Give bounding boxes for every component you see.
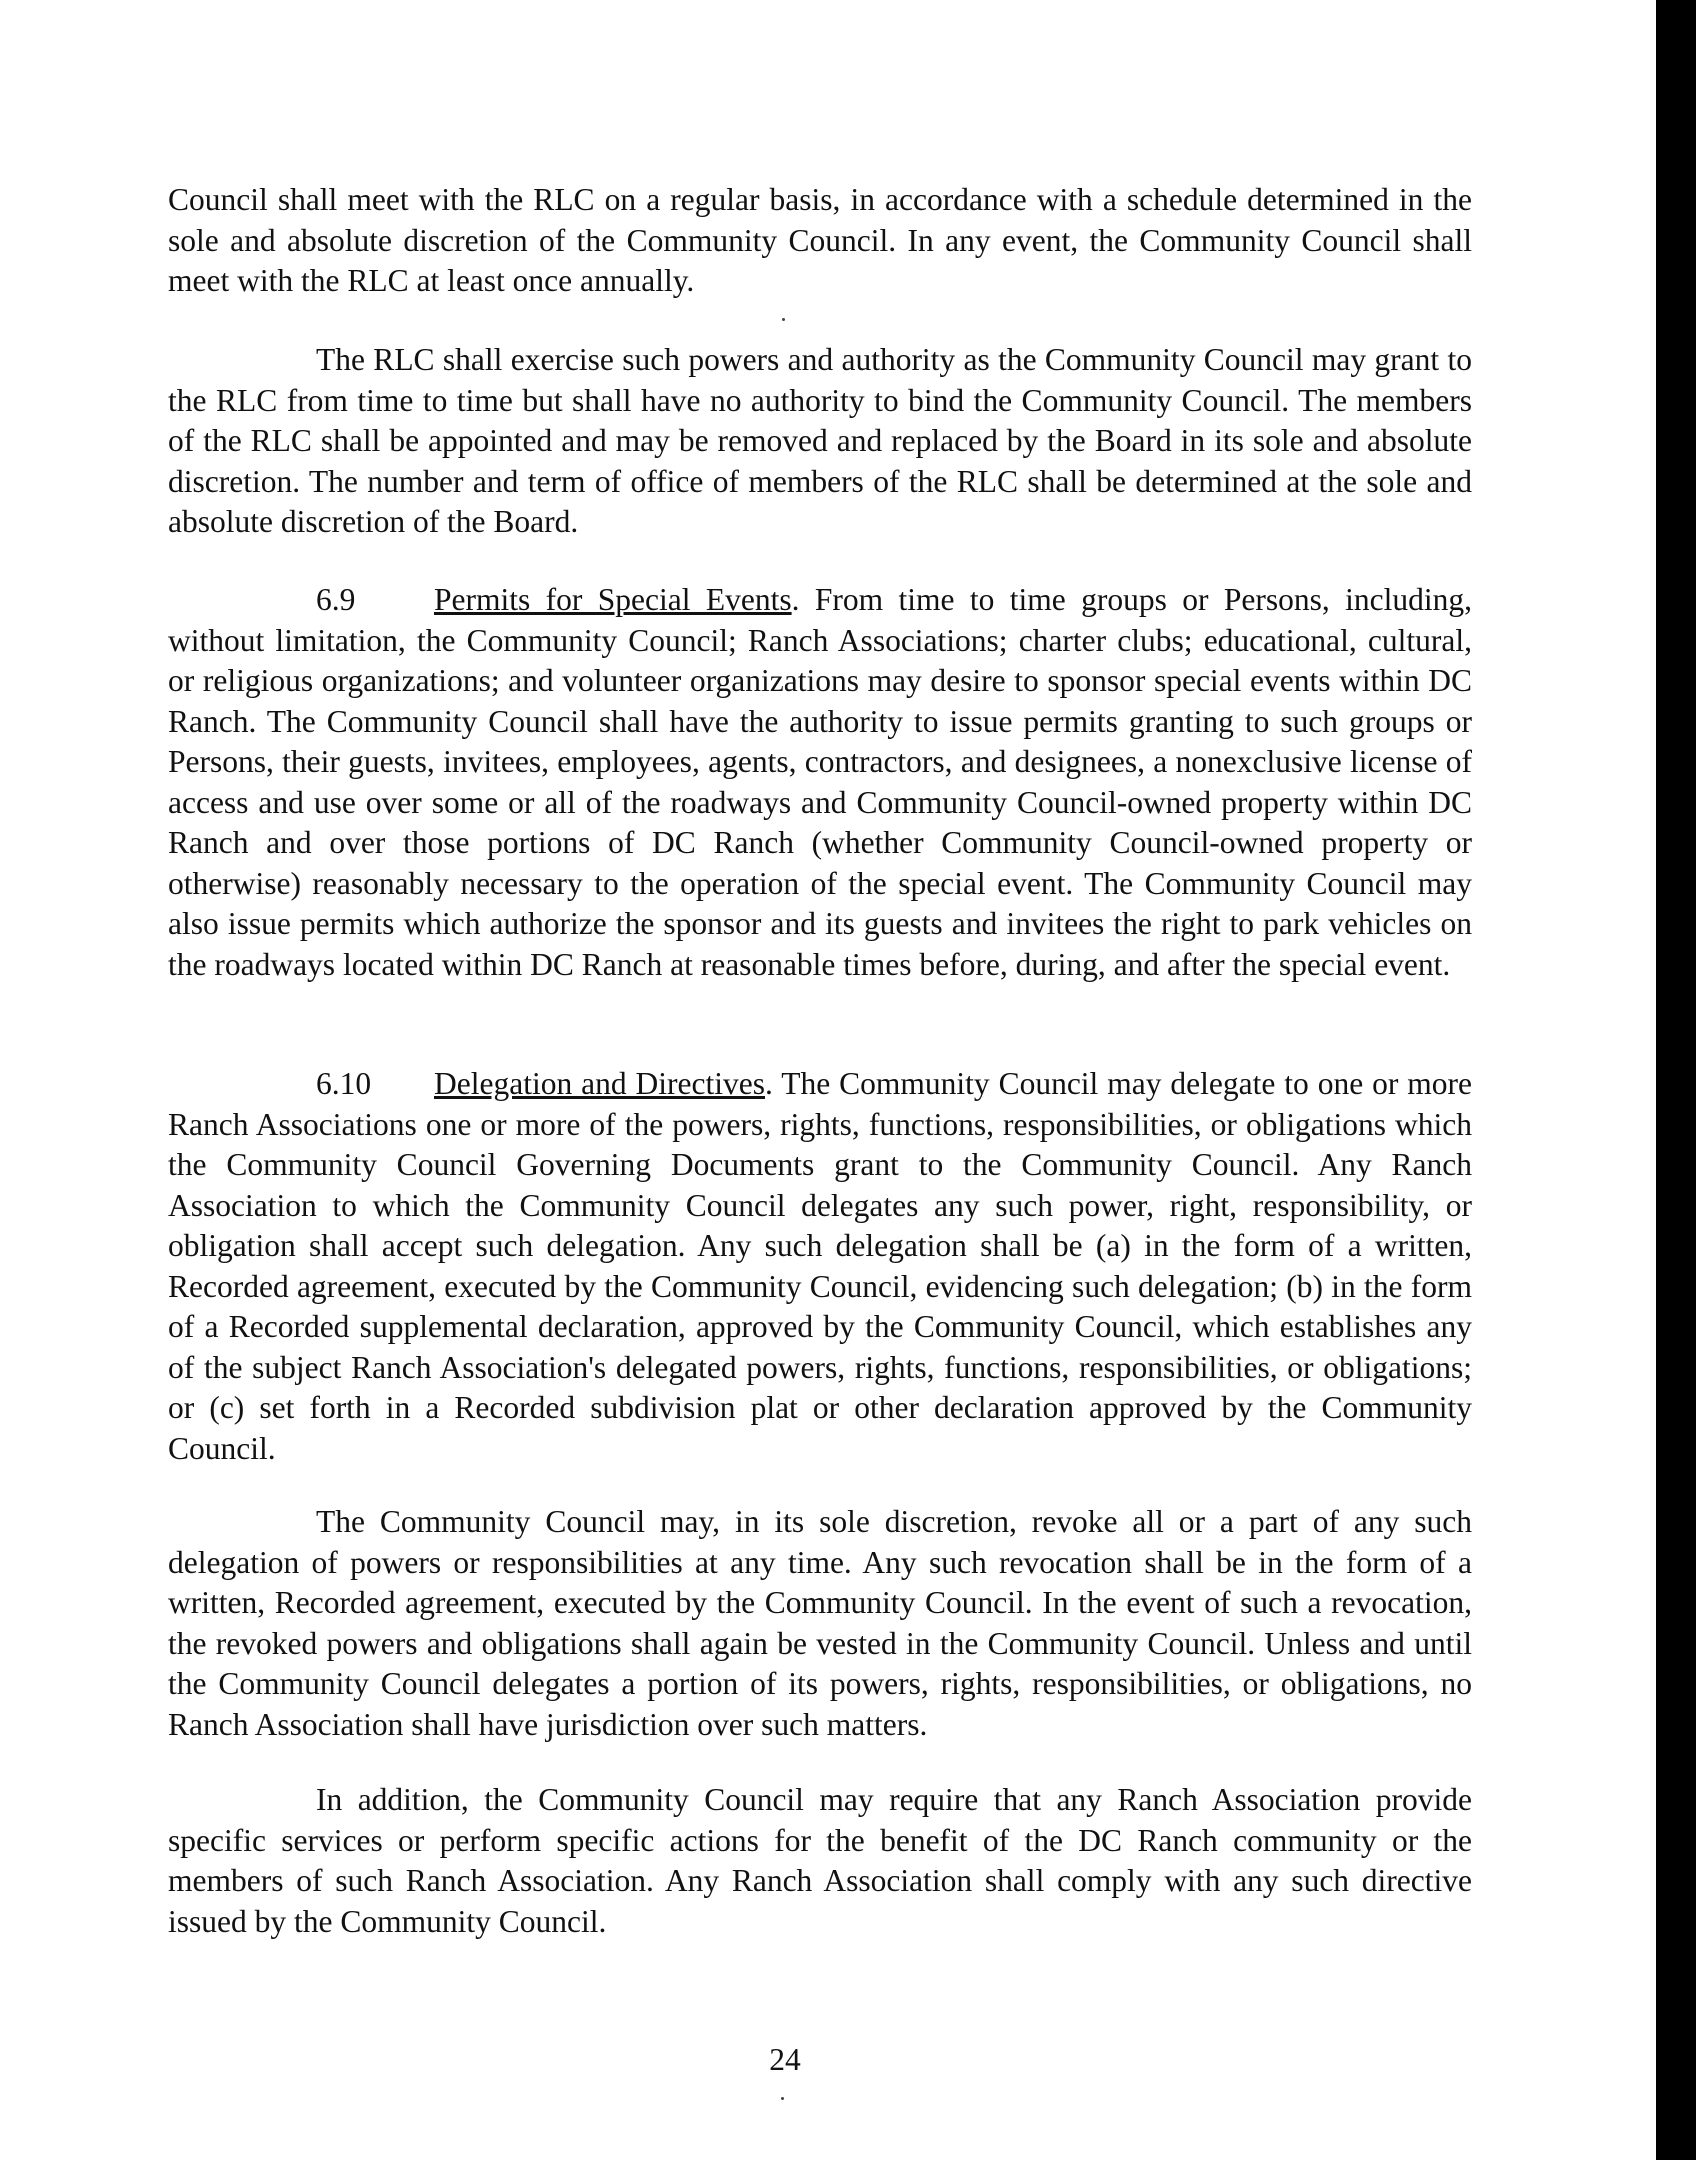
paragraph-rlc-powers: The RLC shall exercise such powers and authority as the Community Council may grant to the RLC from time to time but shall have no authority to bind the Community Council. The members of the RLC shall be appointed and may be removed and replaced by the Board in its sole and absolute discretion. The number and term of office of members of the RLC shall be determined at the sole and absolute discretion of the Board.: [168, 342, 1472, 539]
section-6-10: [168, 1064, 1472, 1469]
paragraph-revocation: The Community Council may, in its sole discretion, revoke all or a part of any such delegation of powers or responsibilities at any time. Any such revocation shall be in the form of a written, Recorded agreement, executed by the Community Council. In the event of such a revocation, the revoked powers and obligations shall again be vested in the Community Council. Unless and until the Community Council delegates a portion of its powers, rights, responsibilities, or obligations, no Ranch Association shall have jurisdiction over such matters.: [168, 1504, 1472, 1742]
section-heading: Permits for Special Events: [434, 582, 792, 617]
section-body: . From time to time groups or Persons, including, without limitation, the Community Council; Ranch Associations; charter clubs; educational, cultural, or religious organizations; and volunteer organizations may desire to sponsor special events within DC Ranch. The Community Council shall have the authority to issue permits granting to such groups or Persons, their guests, invitees, employees, agents, contractors, and designees, a nonexclusive license of access and use over some or all of the roadways and Community Council-owned property within DC Ranch and over those portions of DC Ranch (whether Community Council-owned property or otherwise) reasonably necessary to the operation of the special event. The Community Council may also issue permits which authorize the sponsor and its guests and invitees the right to park vehicles on the roadways located within DC Ranch at reasonable times before, during, and after the special event.: [168, 582, 1473, 982]
page-number: 24: [769, 2042, 801, 2077]
section-number: 6.10: [316, 1066, 372, 1101]
paragraph-directives: In addition, the Community Council may require that any Ranch Association provide specific services or perform specific actions for the benefit of the DC Ranch community or the members of such Ranch Association. Any Ranch Association shall comply with any such directive issued by the Community Council.: [168, 1782, 1472, 1939]
section-6-9: [168, 580, 1472, 985]
section-number: 6.9: [316, 582, 356, 617]
scan-speck: [782, 318, 785, 321]
paragraph-council-meetings: Council shall meet with the RLC on a regular basis, in accordance with a schedule determined in the sole and absolute discretion of the Community Council. In any event, the Community Council shall meet with the RLC at least once annually.: [168, 182, 1472, 298]
scan-edge-bar: [1656, 0, 1696, 2160]
scan-speck: [781, 2097, 784, 2100]
section-body: . The Community Council may delegate to one or more Ranch Associations one or more of the powers, rights, functions, responsibilities, or obligations which the Community Council Governing Documents grant to the Community Council. Any Ranch Association to which the Community Council delegates any such power, right, responsibility, or obligation shall accept such delegation. Any such delegation shall be (a) in the form of a written, Recorded agreement, executed by the Community Council, evidencing such delegation; (b) in the form of a Recorded supplemental declaration, approved by the Community Council, which establishes any of the subject Ranch Association's delegated powers, rights, functions, responsibilities, or obligations; or (c) set forth in a Recorded subdivision plat or other declaration approved by the Community Council.: [168, 1066, 1472, 1466]
section-heading: Delegation and Directives: [434, 1066, 765, 1101]
